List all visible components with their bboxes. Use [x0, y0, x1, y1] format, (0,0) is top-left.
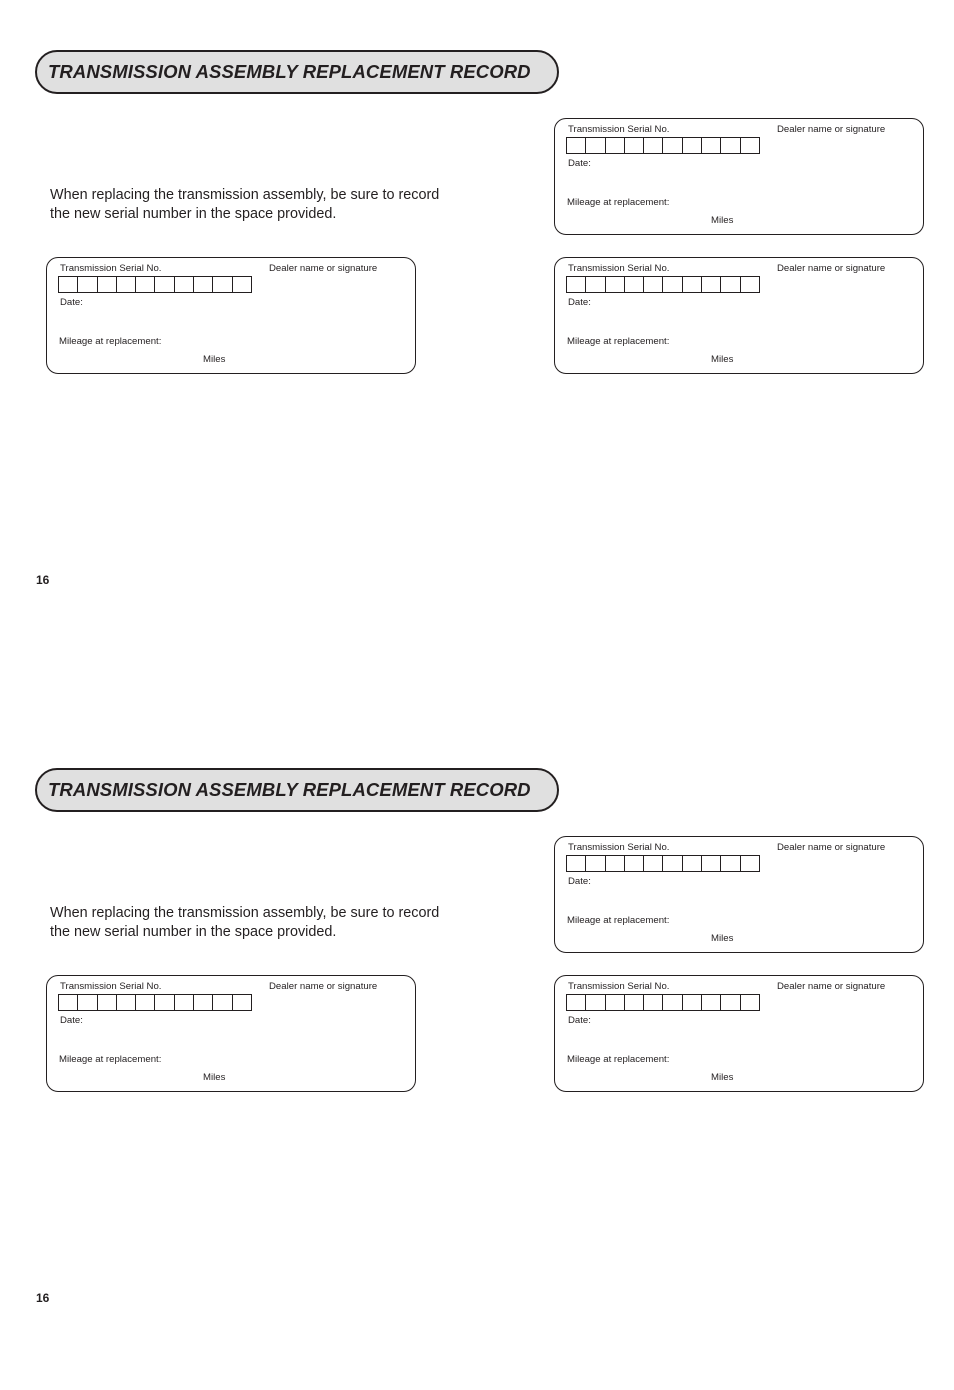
serial-number-boxes[interactable] — [566, 855, 760, 872]
miles-unit-label: Miles — [203, 354, 226, 365]
serial-digit-cell[interactable] — [721, 276, 740, 293]
serial-digit-cell[interactable] — [683, 855, 702, 872]
dealer-signature-label: Dealer name or signature — [777, 842, 886, 853]
replacement-record-card — [46, 257, 416, 374]
mileage-label: Mileage at replacement: — [567, 915, 670, 926]
serial-digit-cell[interactable] — [136, 276, 155, 293]
section-title-banner — [35, 768, 559, 812]
intro-line: the new serial number in the space provided. — [50, 206, 337, 222]
record-page-bottom — [0, 718, 954, 1390]
serial-digit-cell[interactable] — [663, 137, 682, 154]
date-label: Date: — [60, 1015, 83, 1026]
serial-digit-cell[interactable] — [625, 137, 644, 154]
section-title: TRANSMISSION ASSEMBLY REPLACEMENT RECORD — [48, 779, 531, 800]
intro-line: the new serial number in the space provided. — [50, 924, 337, 940]
dealer-signature-label: Dealer name or signature — [777, 263, 886, 274]
serial-number-boxes[interactable] — [58, 276, 252, 293]
serial-digit-cell[interactable] — [644, 994, 663, 1011]
miles-unit-label: Miles — [711, 354, 734, 365]
record-page-top — [0, 0, 954, 672]
serial-digit-cell[interactable] — [663, 276, 682, 293]
serial-digit-cell[interactable] — [213, 994, 232, 1011]
serial-digit-cell[interactable] — [644, 855, 663, 872]
serial-digit-cell[interactable] — [702, 855, 721, 872]
mileage-label: Mileage at replacement: — [59, 336, 162, 347]
intro-paragraph — [50, 186, 490, 224]
serial-digit-cell[interactable] — [567, 994, 586, 1011]
serial-digit-cell[interactable] — [98, 994, 117, 1011]
replacement-record-card — [554, 975, 924, 1092]
page-number: 16 — [36, 573, 50, 587]
serial-digit-cell[interactable] — [59, 994, 78, 1011]
page-number: 16 — [36, 1291, 50, 1305]
dealer-signature-label: Dealer name or signature — [269, 263, 378, 274]
serial-digit-cell[interactable] — [59, 276, 78, 293]
serial-digit-cell[interactable] — [567, 137, 586, 154]
date-label: Date: — [568, 1015, 591, 1026]
serial-digit-cell[interactable] — [194, 994, 213, 1011]
mileage-label: Mileage at replacement: — [567, 336, 670, 347]
section-title: TRANSMISSION ASSEMBLY REPLACEMENT RECORD — [48, 61, 531, 82]
serial-digit-cell[interactable] — [683, 994, 702, 1011]
serial-digit-cell[interactable] — [606, 855, 625, 872]
serial-digit-cell[interactable] — [155, 994, 174, 1011]
replacement-record-card — [554, 257, 924, 374]
serial-digit-cell[interactable] — [702, 994, 721, 1011]
serial-digit-cell[interactable] — [586, 276, 605, 293]
serial-digit-cell[interactable] — [117, 276, 136, 293]
serial-digit-cell[interactable] — [625, 994, 644, 1011]
serial-digit-cell[interactable] — [721, 994, 740, 1011]
intro-line: When replacing the transmission assembly, be sure to record — [50, 187, 440, 203]
serial-digit-cell[interactable] — [721, 137, 740, 154]
serial-number-label: Transmission Serial No. — [60, 263, 162, 274]
serial-digit-cell[interactable] — [702, 137, 721, 154]
serial-digit-cell[interactable] — [741, 137, 760, 154]
serial-digit-cell[interactable] — [644, 137, 663, 154]
intro-paragraph — [50, 904, 490, 942]
serial-digit-cell[interactable] — [663, 994, 682, 1011]
serial-digit-cell[interactable] — [586, 994, 605, 1011]
miles-unit-label: Miles — [711, 933, 734, 944]
serial-digit-cell[interactable] — [194, 276, 213, 293]
date-label: Date: — [568, 876, 591, 887]
serial-number-label: Transmission Serial No. — [60, 981, 162, 992]
serial-digit-cell[interactable] — [625, 276, 644, 293]
serial-number-label: Transmission Serial No. — [568, 124, 670, 135]
serial-number-label: Transmission Serial No. — [568, 842, 670, 853]
serial-number-label: Transmission Serial No. — [568, 981, 670, 992]
serial-digit-cell[interactable] — [606, 276, 625, 293]
serial-digit-cell[interactable] — [155, 276, 174, 293]
serial-digit-cell[interactable] — [586, 855, 605, 872]
dealer-signature-label: Dealer name or signature — [777, 124, 886, 135]
serial-digit-cell[interactable] — [233, 276, 252, 293]
miles-unit-label: Miles — [711, 215, 734, 226]
serial-digit-cell[interactable] — [567, 276, 586, 293]
section-title-banner — [35, 50, 559, 94]
serial-digit-cell[interactable] — [625, 855, 644, 872]
miles-unit-label: Miles — [203, 1072, 226, 1083]
mileage-label: Mileage at replacement: — [567, 197, 670, 208]
serial-number-boxes[interactable] — [566, 137, 760, 154]
serial-digit-cell[interactable] — [233, 994, 252, 1011]
serial-digit-cell[interactable] — [683, 276, 702, 293]
serial-number-boxes[interactable] — [566, 276, 760, 293]
serial-digit-cell[interactable] — [644, 276, 663, 293]
serial-digit-cell[interactable] — [78, 276, 97, 293]
serial-digit-cell[interactable] — [683, 137, 702, 154]
serial-digit-cell[interactable] — [117, 994, 136, 1011]
serial-digit-cell[interactable] — [136, 994, 155, 1011]
serial-digit-cell[interactable] — [721, 855, 740, 872]
date-label: Date: — [568, 297, 591, 308]
serial-number-boxes[interactable] — [58, 994, 252, 1011]
serial-number-label: Transmission Serial No. — [568, 263, 670, 274]
serial-digit-cell[interactable] — [175, 276, 194, 293]
serial-digit-cell[interactable] — [586, 137, 605, 154]
miles-unit-label: Miles — [711, 1072, 734, 1083]
serial-digit-cell[interactable] — [741, 855, 760, 872]
dealer-signature-label: Dealer name or signature — [777, 981, 886, 992]
replacement-record-card — [46, 975, 416, 1092]
date-label: Date: — [60, 297, 83, 308]
serial-digit-cell[interactable] — [567, 855, 586, 872]
serial-digit-cell[interactable] — [741, 994, 760, 1011]
serial-digit-cell[interactable] — [702, 276, 721, 293]
mileage-label: Mileage at replacement: — [567, 1054, 670, 1065]
serial-number-boxes[interactable] — [566, 994, 760, 1011]
serial-digit-cell[interactable] — [98, 276, 117, 293]
intro-line: When replacing the transmission assembly, be sure to record — [50, 905, 440, 921]
replacement-record-card — [554, 118, 924, 235]
dealer-signature-label: Dealer name or signature — [269, 981, 378, 992]
serial-digit-cell[interactable] — [175, 994, 194, 1011]
date-label: Date: — [568, 158, 591, 169]
serial-digit-cell[interactable] — [606, 137, 625, 154]
serial-digit-cell[interactable] — [213, 276, 232, 293]
replacement-record-card — [554, 836, 924, 953]
serial-digit-cell[interactable] — [606, 994, 625, 1011]
serial-digit-cell[interactable] — [78, 994, 97, 1011]
serial-digit-cell[interactable] — [663, 855, 682, 872]
serial-digit-cell[interactable] — [741, 276, 760, 293]
mileage-label: Mileage at replacement: — [59, 1054, 162, 1065]
